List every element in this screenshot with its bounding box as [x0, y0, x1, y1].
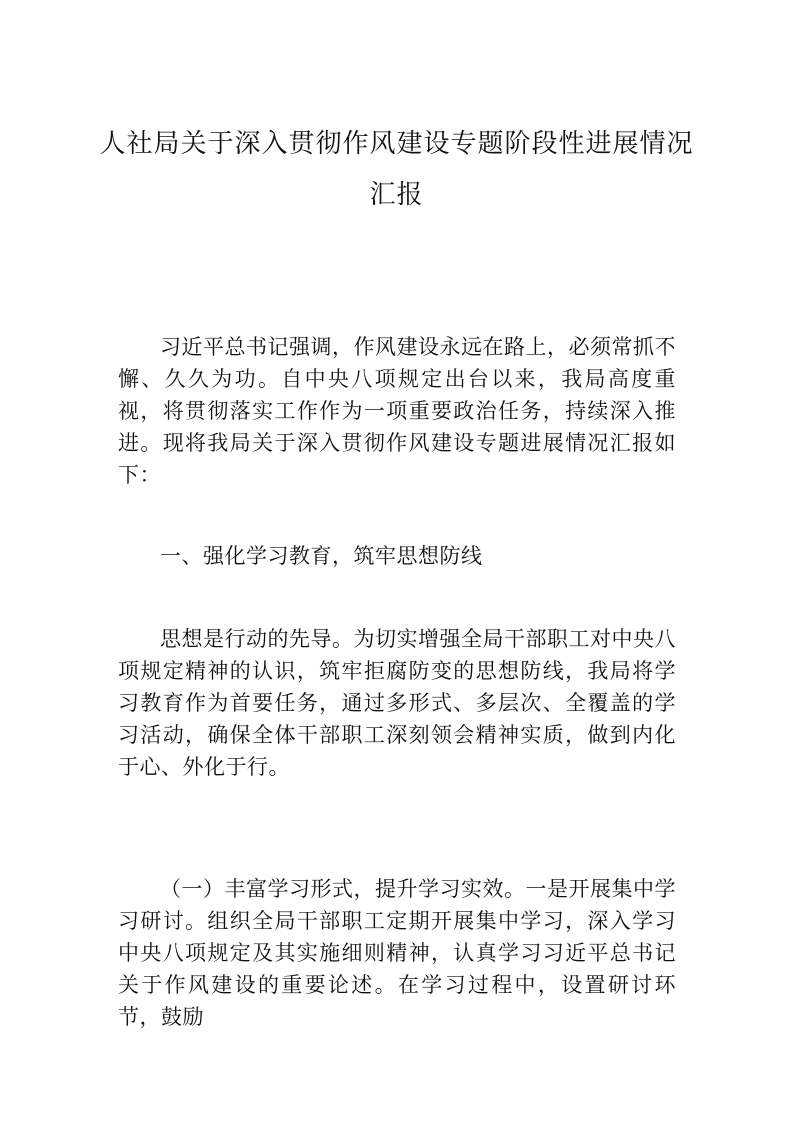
section-1-paragraph: 思想是行动的先导。为切实增强全局干部职工对中央八项规定精神的认识，筑牢拒腐防变的思想防线，我局将学习教育作为首要任务，通过多形式、多层次、全覆盖的学习活动，确保全体干部职工深刻领会精神实质，做到内化于心、外化于行。 — [118, 627, 676, 779]
intro-paragraph: 习近平总书记强调，作风建设永远在路上，必须常抓不懈、久久为功。自中央八项规定出台以来，我局高度重视，将贯彻落实工作作为一项重要政治任务，持续深入推进。现将我局关于深入贯彻作风建设专题进展情况汇报如下： — [118, 335, 676, 487]
subsection-1-paragraph: （一）丰富学习形式，提升学习实效。一是开展集中学习研讨。组织全局干部职工定期开展集中学习，深入学习中央八项规定及其实施细则精神，认真学习习近平总书记关于作风建设的重要论述。在学习过程中，设置研讨环节，鼓励 — [118, 877, 676, 1029]
section-heading-1: 一、强化学习教育，筑牢思想防线 — [160, 544, 483, 568]
document-title-line-2: 汇报 — [369, 180, 424, 210]
document-title-line-1: 人社局关于深入贯彻作风建设专题阶段性进展情况 — [99, 129, 694, 159]
